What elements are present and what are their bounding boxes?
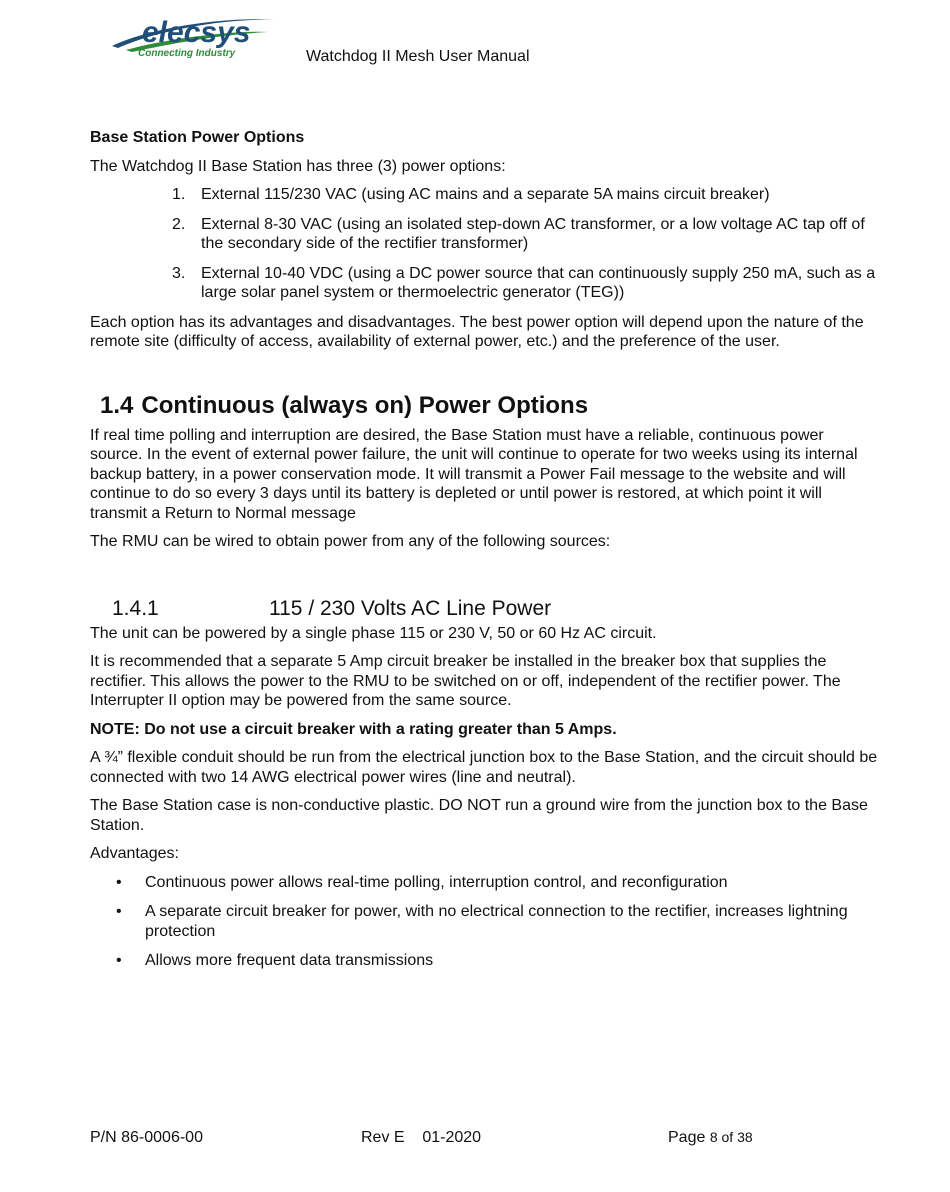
- advantage-text: A separate circuit breaker for power, with no electrical connection to the rectifier, increases lightning protection: [145, 903, 848, 940]
- bullet-icon: •: [116, 903, 122, 920]
- section-1-4-heading: [100, 392, 880, 420]
- section-1-4-1-paragraph: The unit can be powered by a single phase 115 or 230 V, 50 or 60 Hz AC circuit.: [90, 624, 657, 642]
- power-option-item: [90, 264, 880, 303]
- section-title: Continuous (always on) Power Options: [141, 391, 589, 419]
- advantage-text: Allows more frequent data transmissions: [145, 952, 434, 969]
- bullet-icon: •: [116, 952, 122, 969]
- power-option-text: External 8-30 VAC (using an isolated step-down AC transformer, or a low voltage AC tap off of the secondary side of the rectifier transformer): [201, 215, 865, 252]
- power-options-list: [90, 185, 880, 303]
- logo-wordmark: elecsys: [142, 16, 251, 49]
- list-marker: 3.: [172, 264, 186, 282]
- power-option-text: External 10-40 VDC (using a DC power source that can continuously supply 250 mA, such as a large solar panel system or thermoelectric generator (TEG)): [201, 264, 876, 301]
- advantage-item: [90, 902, 880, 941]
- section-1-4-1-paragraph: A ¾” flexible conduit should be run from the electrical junction box to the Base Station, and the circuit should be connected with two 14 AWG electrical power wires (line and neutral).: [90, 749, 878, 786]
- power-option-item: [90, 215, 880, 254]
- footer-revision: Rev E 01-2020: [361, 1129, 482, 1146]
- subsection-title: 115 / 230 Volts AC Line Power: [269, 596, 552, 620]
- base-station-closing: Each option has its advantages and disadvantages. The best power option will depend upon the nature of the remote site (difficulty of access, availability of external power, etc.) and the preference of the user.: [90, 313, 864, 350]
- base-station-heading: Base Station Power Options: [90, 129, 305, 146]
- page-label: Page: [668, 1129, 706, 1146]
- section-1-4-paragraph: The RMU can be wired to obtain power from any of the following sources:: [90, 533, 611, 550]
- section-number: 1.4: [100, 391, 134, 419]
- section-1-4-1-paragraph: The Base Station case is non-conductive plastic. DO NOT run a ground wire from the junction box to the Base Station.: [90, 797, 868, 834]
- base-station-intro: The Watchdog II Base Station has three (3) power options:: [90, 157, 506, 175]
- document-body: [90, 128, 880, 981]
- logo-tagline: Connecting Industry: [138, 48, 236, 59]
- elecsys-logo: [108, 10, 278, 62]
- subsection-number: 1.4.1: [112, 596, 159, 620]
- power-option-item: [90, 185, 880, 205]
- footer-part-number: P/N 86-0006-00: [90, 1129, 203, 1146]
- power-option-text: External 115/230 VAC (using AC mains and a separate 5A mains circuit breaker): [201, 186, 770, 203]
- section-1-4-paragraph: If real time polling and interruption are desired, the Base Station must have a reliable, continuous power source. In the event of external power failure, the unit will continue to operate for two weeks using its internal backup battery, in a power conservation mode. It will transmit a Power Fail message to the website and will continue to do so every 3 days until its battery is depleted or until power is restored, at which point it will transmit a Return to Normal message: [90, 426, 858, 522]
- section-1-4-1-paragraph: It is recommended that a separate 5 Amp circuit breaker be installed in the breaker box that supplies the rectifier. This allows the power to the RMU to be switched on or off, independent of the rectifier power. The Interrupter II option may be powered from the same source.: [90, 653, 841, 709]
- footer-page-number: [668, 1129, 753, 1147]
- note-text: NOTE: Do not use a circuit breaker with a rating greater than 5 Amps.: [90, 720, 617, 738]
- section-1-4-1-heading: [112, 596, 880, 622]
- advantages-label: Advantages:: [90, 845, 179, 862]
- advantage-item: [90, 951, 880, 971]
- page-count: 8 of 38: [709, 1129, 753, 1145]
- bullet-icon: •: [116, 873, 122, 891]
- list-marker: 2.: [172, 215, 186, 233]
- advantages-list: [90, 873, 880, 971]
- header-title: Watchdog II Mesh User Manual: [306, 48, 530, 65]
- advantage-item: [90, 873, 880, 893]
- advantage-text: Continuous power allows real-time polling, interruption control, and reconfiguration: [145, 873, 728, 891]
- list-marker: 1.: [172, 186, 186, 203]
